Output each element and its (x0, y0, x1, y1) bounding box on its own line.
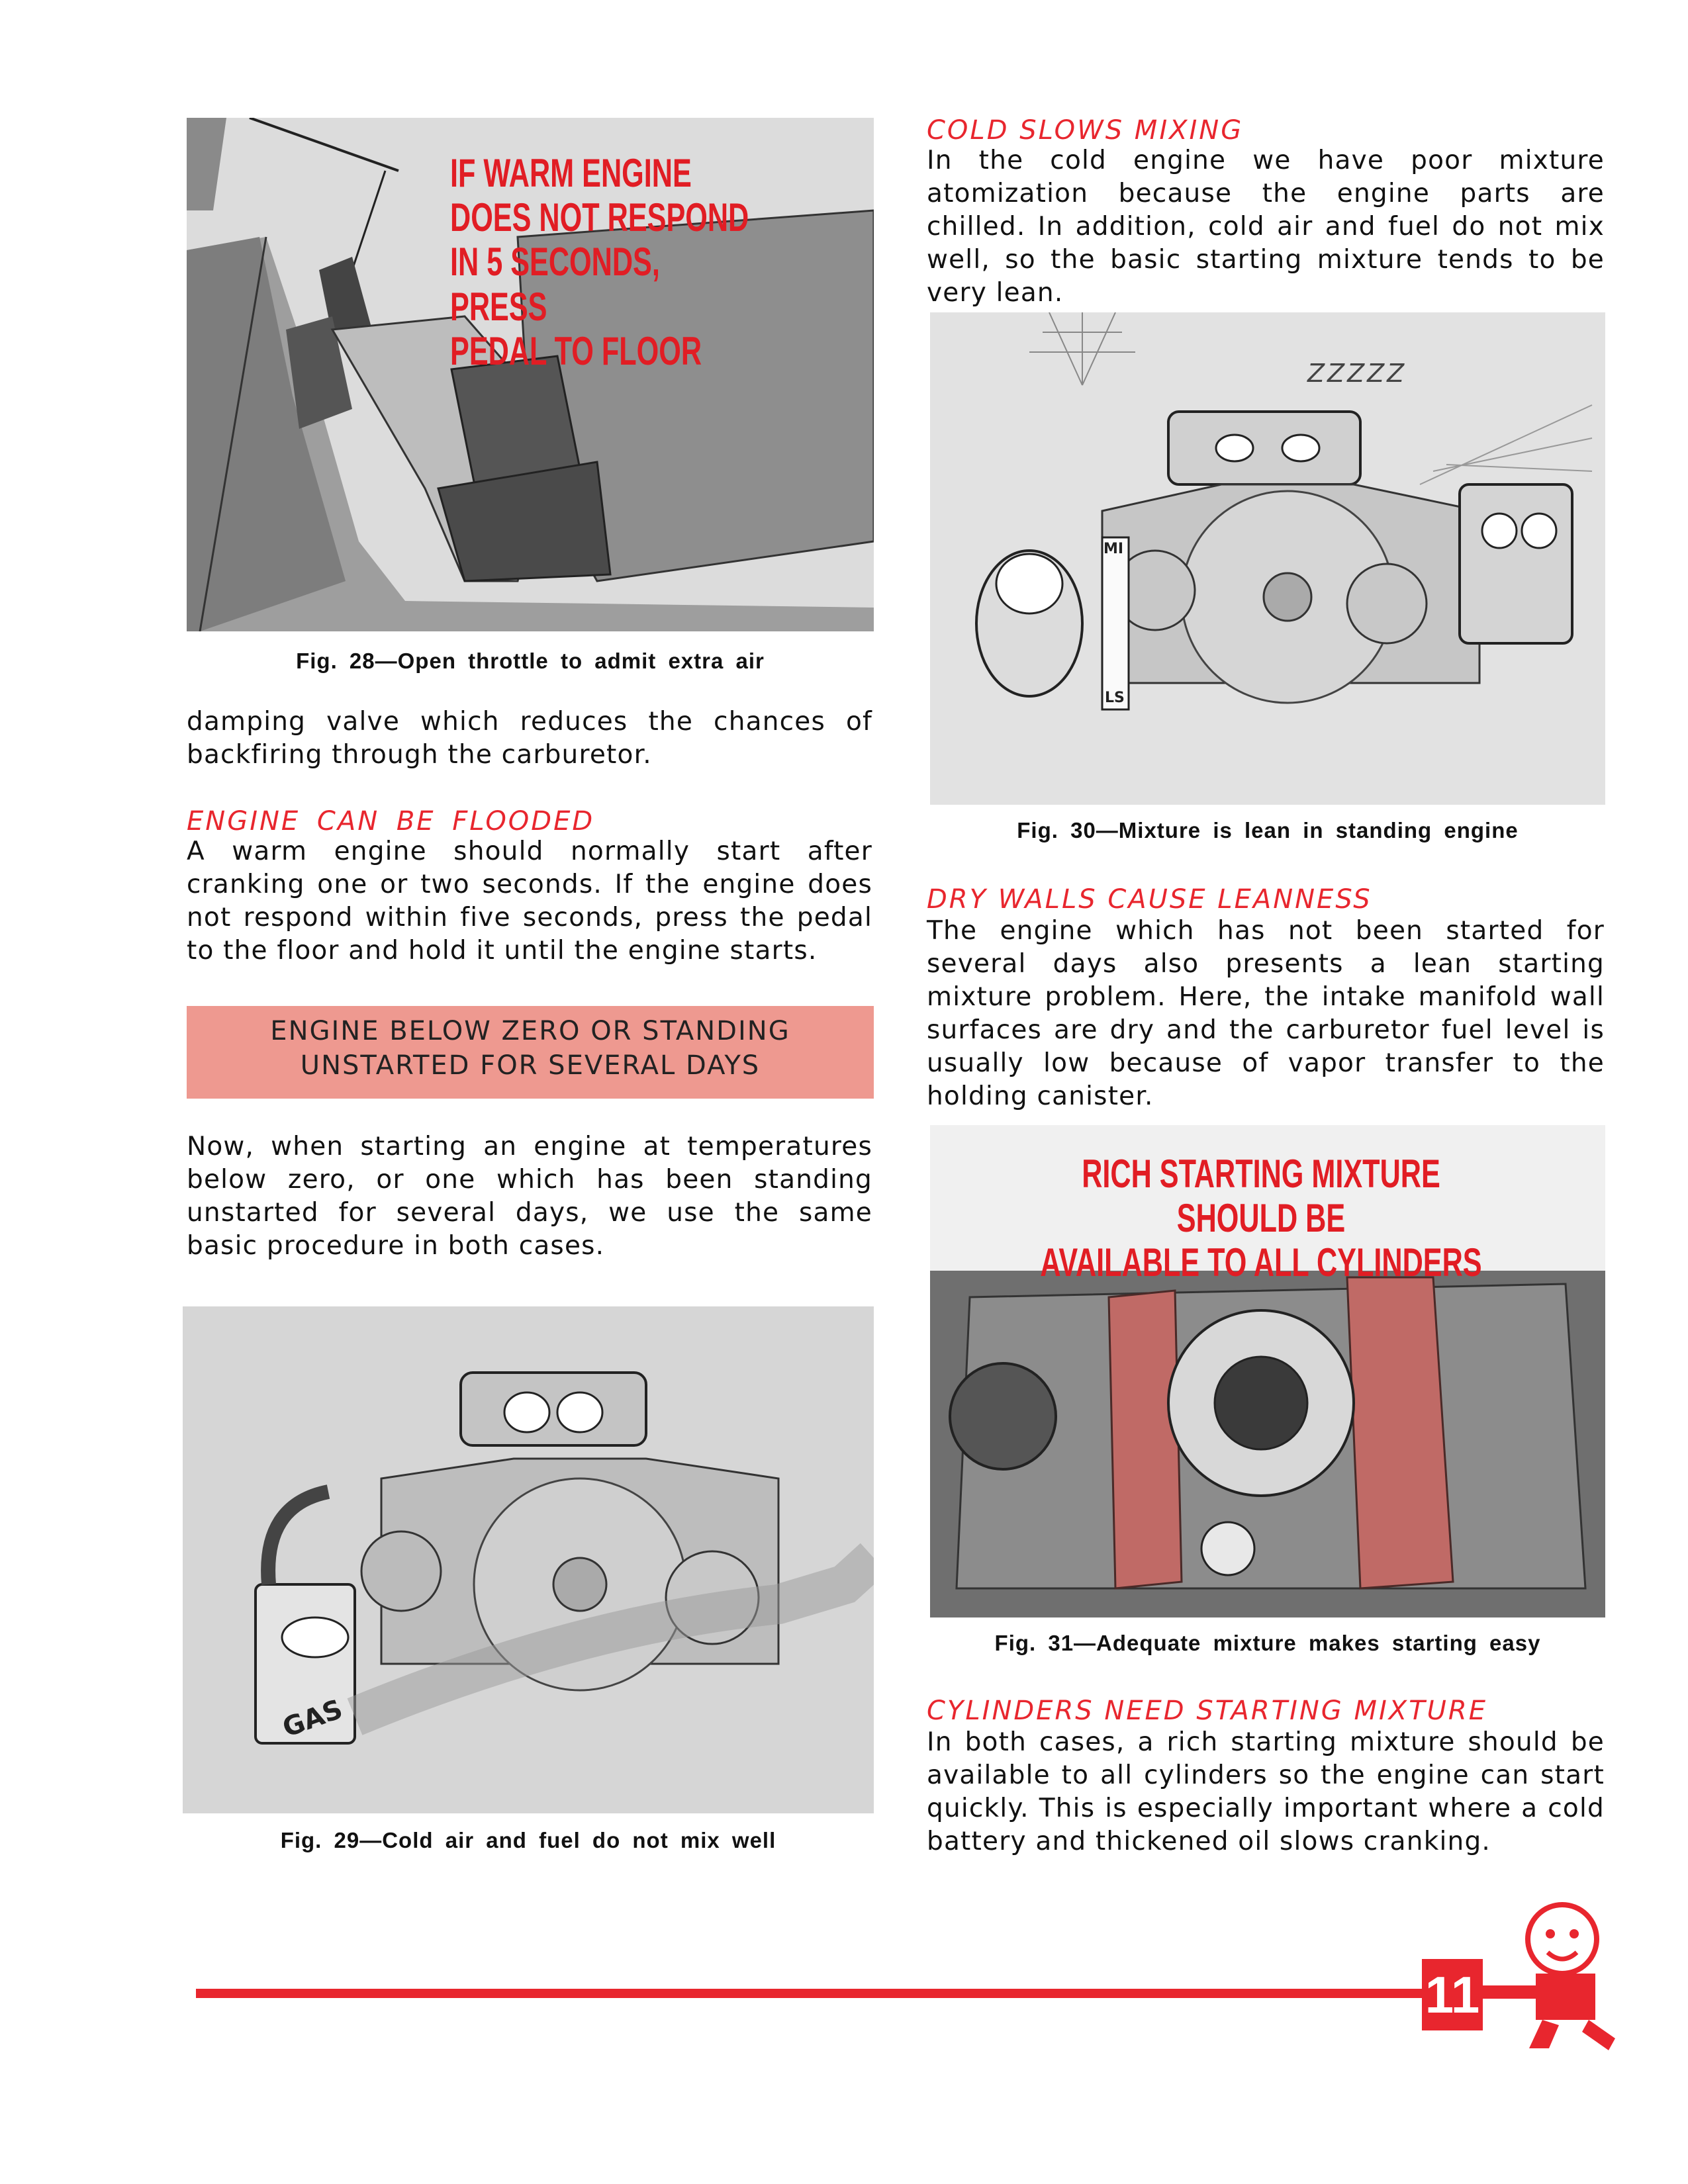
fig30-caption: Fig. 30—Mixture is lean in standing engine (1017, 818, 1519, 842)
banner-line-1: ENGINE BELOW ZERO OR STANDING (270, 1016, 790, 1046)
fig31-overlay-text: RICH STARTING MIXTURE SHOULD BE AVAILABLE TO ALL CYLINDERS (1040, 1152, 1482, 1285)
heading-cylinders-need-mixture: CYLINDERS NEED STARTING MIXTURE (927, 1696, 1487, 1726)
paragraph-now-starting: Now, when starting an engine at temperatures below zero, or one which has been standing unstarted for several days, we use the same basic procedure in both cases. (187, 1132, 872, 1261)
fig29-illustration (183, 1306, 874, 1813)
fig30-snore-text: ZZZZZ (1307, 359, 1407, 388)
fig31-caption: Fig. 31—Adequate mixture makes starting easy (994, 1631, 1541, 1655)
fig28-overlay-text: IF WARM ENGINE DOES NOT RESPOND IN 5 SECONDS, PRESS PEDAL TO FLOOR (450, 151, 749, 373)
mascot-logo (1483, 1899, 1628, 2052)
heading-engine-can-be-flooded: ENGINE CAN BE FLOODED (187, 806, 595, 837)
sleeping-engine-cartoon (930, 312, 1605, 805)
fig29-caption: Fig. 29—Cold air and fuel do not mix well (280, 1828, 776, 1852)
footer-rule (196, 1989, 1427, 1998)
heading-cold-slows-mixing: COLD SLOWS MIXING (927, 115, 1244, 146)
fig30-gauge-top: MI (1103, 541, 1124, 557)
page-number-box (1422, 1959, 1483, 2030)
fig31-photo (930, 1125, 1605, 1617)
paragraph-cylinders: In both cases, a rich starting mixture should be available to all cylinders so the engine can start quickly. This is especially important where a cold battery and thickened oil slows cranking. (927, 1727, 1605, 1856)
banner-line-2: UNSTARTED FOR SEVERAL DAYS (300, 1050, 761, 1081)
gas-can-label: GAS (278, 1694, 347, 1744)
fig30-gauge-bottom: LS (1105, 690, 1125, 706)
paragraph-cold-slows-mixing: In the cold engine we have poor mixture atomization because the engine parts are chilled. In addition, cold air and fuel do not mix well, so the basic starting mixture tends to be very lean. (927, 146, 1605, 308)
paragraph-flooded: A warm engine should normally start after cranking one or two seconds. If the engine does not respond within five seconds, press the pedal to the floor and hold it until the engine starts. (187, 837, 872, 966)
page-number: 11 (1425, 1966, 1480, 2024)
heading-dry-walls: DRY WALLS CAUSE LEANNESS (927, 884, 1372, 915)
fig30-illustration (930, 312, 1605, 805)
section-banner (187, 1006, 874, 1099)
mascot-figure-icon (1483, 1899, 1628, 2052)
paragraph-damping-valve: damping valve which reduces the chances of backfiring through the carburetor. (187, 707, 872, 770)
paragraph-dry-walls: The engine which has not been started for several days also presents a lean starting mixture problem. Here, the intake manifold wall surfaces are dry and the carburetor fuel level is usually low because of vapor transfer to the holding canister. (927, 916, 1605, 1111)
fig28-illustration (187, 118, 874, 631)
fig28-caption: Fig. 28—Open throttle to admit extra air (296, 649, 765, 673)
